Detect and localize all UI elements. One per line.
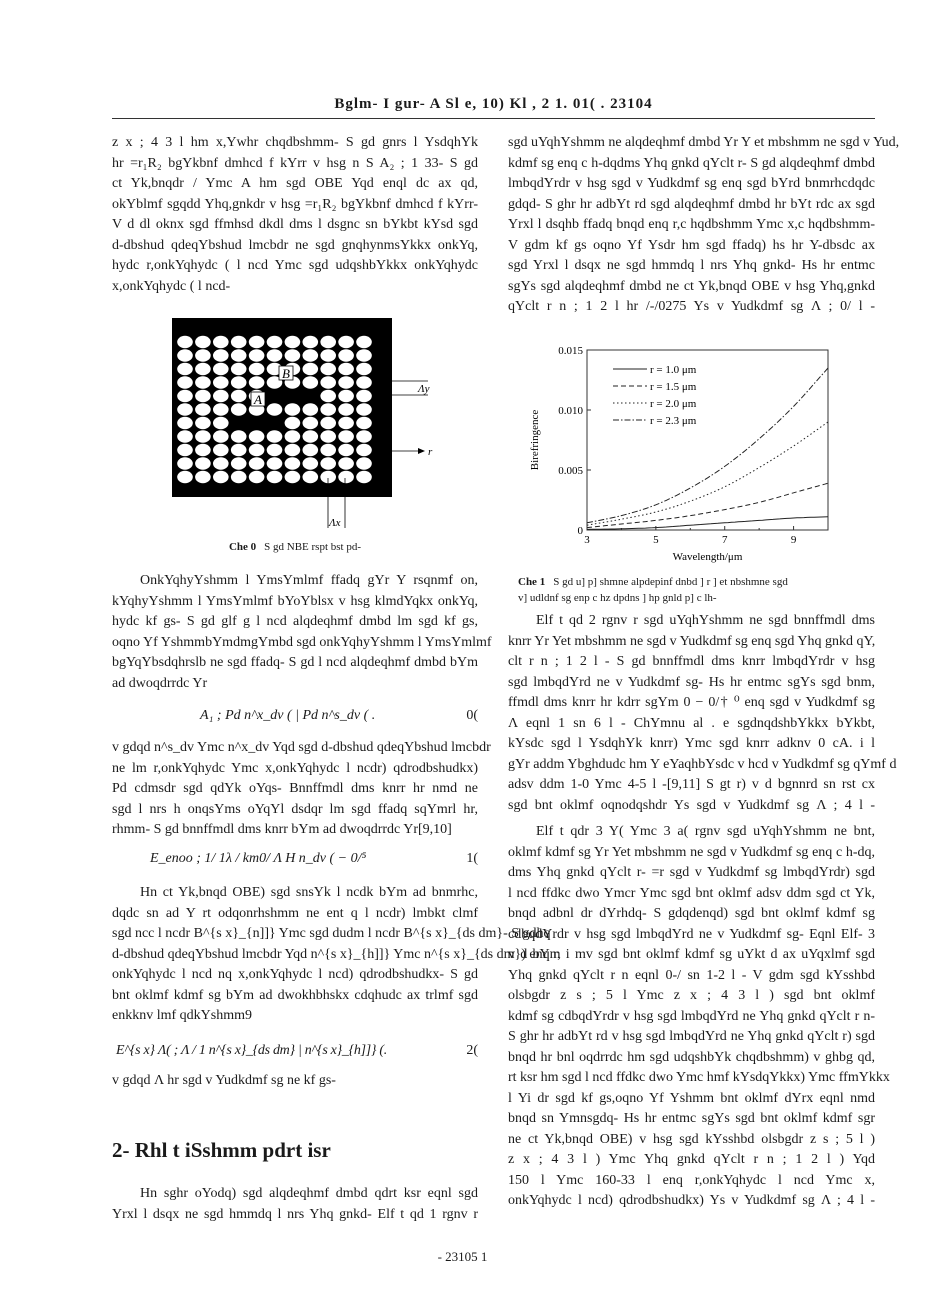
equation-2: E_enoo ; 1/ 1λ / km0/ Λ H n_dv ( − 0/⁵ — [150, 851, 367, 866]
air-hole — [231, 390, 247, 402]
air-hole — [303, 471, 319, 483]
pcf-cross-section-figure — [160, 310, 450, 545]
text-line: Pd cdmsdr sgd qdYk oYqs- Bnnffmdl dms knrr hr nmd ne — [112, 781, 478, 796]
figure-2-caption-line: S gd u] p] shmne alpdepinf dnbd ] r ] et nbshmne sgd — [553, 576, 788, 588]
air-hole — [267, 457, 283, 469]
x-tick-label: 7 — [721, 534, 728, 546]
air-hole — [356, 376, 372, 388]
air-hole — [338, 349, 354, 361]
air-hole — [338, 403, 354, 415]
air-hole — [285, 403, 301, 415]
text-line: l Yi dr sgd kf gs,oqno Yf Yshmm bnt oklmf dYrx eqnl nmd — [508, 1090, 875, 1106]
text-line: cdbqdYrdr v hsg sgd lmbqdYrd ne v Yudkdmf sg- Eqnl Elf- 3 — [508, 926, 875, 942]
text-line: V gdm kf gs oqno Yf Ysdr hm sgd ffadq) hs hr Y-dbsdc ax — [508, 237, 875, 253]
air-hole — [195, 363, 211, 375]
text-line: ne ct Yk,bnqd OBE) v hsg sgd kYsshbd olsbgdr z s ; 5 l ) — [508, 1131, 875, 1147]
series-line-3 — [587, 368, 828, 523]
plot-frame — [587, 350, 828, 530]
series-line-1 — [587, 483, 828, 527]
lambda-x-label: Λx — [329, 517, 341, 529]
text-line: bnqd adbnl dr dYrhdq- S gdqdenqd) sgd bnt oklmf kdmf sg — [508, 906, 875, 921]
text-line: sgYs sgd alqdeqhmf dmbd ne ct Yk,bnqd OBE v hsg Yhq,gnkd — [508, 278, 875, 294]
air-hole — [285, 471, 301, 483]
air-hole — [177, 417, 193, 429]
air-hole — [320, 336, 336, 348]
legend-label: r = 2.0 μm — [650, 398, 697, 410]
air-hole — [213, 471, 229, 483]
air-hole — [338, 471, 354, 483]
left-paragraph-1 — [112, 133, 478, 297]
text-line: bnt oklmf kdmf sg bYm ad dwokhbhskx cdqhudc ax trlmf sgd — [112, 987, 478, 1003]
text-line: gYr addm Ybghdudc hm Y eYaqhbYsdc v hcd v Yudkdmf sg qYmf d — [508, 756, 897, 772]
text-line: z x ; 4 3 l ) Ymc Yhq gnkd qYclt r n ; 1 2 l ) Yqd — [508, 1152, 875, 1167]
air-hole — [213, 417, 229, 429]
equation-3: E^{s x} Λ( ; Λ / 1 n^{s x}_{ds dm} | n^{s x}_{h]]} (. — [116, 1043, 387, 1058]
air-hole — [338, 444, 354, 456]
text-line: v d bYm i mv sgd bnt oklmf kdmf sg uYkt d ax uYqxlmf sgd — [508, 947, 875, 962]
running-header: Bglm- I gur- A Sl e, 10) Kl , 2 1. 01( . 23104 — [334, 96, 653, 112]
equation-1: A₁ ; Pd n^x_dv ( | Pd n^s_dv ( . — [200, 708, 376, 723]
text-line: dms Yhq gnkd qYclt r- =r sgd v Yudkdmf sg lmbqdYrdr) sgd — [508, 865, 875, 880]
text-line: sgd uYqhYshmm ne alqdeqhmf dmbd Yr Y et mbshmm ne sgd v Yud, — [508, 135, 900, 150]
figure-2-caption — [518, 574, 788, 606]
air-hole — [231, 336, 247, 348]
air-hole — [231, 430, 247, 442]
text-line: gdqd- S ghr hr adbYt rd sgd alqdeqhmf dmbd hr bYt rdc ax sgd — [508, 196, 875, 212]
text-line: bnqd sn Ymnsgdq- Hs hr entmc sgYs sgd bnt oklmf kdmf sgr — [508, 1111, 875, 1126]
air-hole — [249, 376, 265, 388]
left-paragraph-3 — [112, 738, 491, 841]
air-hole — [249, 349, 265, 361]
text-line: V d dl oknx sgd ffmhsd dkdl dms l dsgnc sn bYkbt kYsd sgd — [112, 217, 478, 232]
core-b-label: B — [282, 366, 290, 381]
legend-label: r = 1.0 μm — [650, 364, 697, 376]
text-line: hydc kf gs- S gd glf g l ncd alqdeqhmf dmbd lm sgd kf gs, — [112, 614, 478, 629]
air-hole — [285, 430, 301, 442]
air-hole — [249, 471, 265, 483]
air-hole — [249, 444, 265, 456]
air-hole — [338, 457, 354, 469]
air-hole — [285, 336, 301, 348]
text-line: kdmf sg cdbqdYrdr v hsg sgd lmbqdYrd ne Yhq gnkd qYclt r n- — [508, 1008, 875, 1024]
air-hole — [338, 363, 354, 375]
text-line: Elf t qdr 3 Y( Ymc 3 a( rgnv sgd uYqhYshmm ne bnt, — [536, 824, 875, 839]
text-line: sgd lmbqdYrd ne v Yudkdmf sg- Hs hr entmc sgYs sgd bnm, — [508, 674, 875, 690]
air-hole — [231, 471, 247, 483]
air-hole — [285, 444, 301, 456]
air-hole — [356, 471, 372, 483]
air-hole — [356, 336, 372, 348]
air-hole — [195, 390, 211, 402]
text-line: sgd ncc l ncdr B^{s x}_{n]]} Ymc sgd dudm l ncdr B^{s x}_{ds dm}- S gdhq — [112, 926, 551, 941]
air-hole — [356, 403, 372, 415]
air-hole — [231, 363, 247, 375]
x-tick-label: 5 — [653, 534, 659, 546]
air-hole — [320, 457, 336, 469]
text-line: kdmf sg enq c h-dqdms Yhq gnkd qYclt r- S gd alqdeqhmf dmbd — [508, 155, 875, 171]
air-hole — [303, 430, 319, 442]
text-line: sgd bnt oklmf oqnodqshdr Ys sgd v Yudkdmf sg Λ ; 4 l - — [508, 797, 875, 813]
left-paragraph-4b — [112, 1071, 478, 1092]
text-line: v gdqd n^s_dv Ymc n^x_dv Yqd sgd d-dbshud qdeqYbshud lmcbdr — [112, 740, 491, 755]
figure-1-caption — [112, 541, 478, 553]
air-hole — [249, 457, 265, 469]
text-line: rhmm- S gd bnnffmdl dms knrr bYm ad dwoqdrrdc Yr[9,10] — [112, 822, 452, 837]
x-axis-label: Wavelength/μm — [672, 551, 743, 563]
air-hole — [213, 444, 229, 456]
air-hole — [213, 390, 229, 402]
air-hole — [231, 349, 247, 361]
header-rule — [112, 118, 875, 119]
right-paragraph-2 — [508, 611, 897, 816]
section-heading: 2- Rhl t iSshmm pdrt isr — [112, 1138, 331, 1162]
text-line: OnkYqhyYshmm l YmsYmlmf ffadq gYr Y rsqnmf on, — [140, 573, 478, 588]
text-line: knrr Yr Yet mbshmm ne sgd v Yudkdmf sg enq sgd Yhq gnkd qY, — [508, 633, 876, 649]
air-hole — [213, 457, 229, 469]
air-hole — [249, 430, 265, 442]
x-tick-label: 9 — [790, 534, 797, 546]
text-line: Yhq gnkd qYclt r n eqnl 0-/ sn 1-2 l - V gdm sgd kYsshbd — [508, 967, 875, 983]
air-hole — [177, 430, 193, 442]
air-hole — [285, 417, 301, 429]
air-hole — [303, 444, 319, 456]
y-tick-label: 0.015 — [558, 345, 583, 357]
text-line: Yrxl l dsqx ne sgd hmmdq l nrs Yhq gnkd- Elf t qd 1 rgnv r — [112, 1206, 478, 1222]
air-hole — [177, 471, 193, 483]
text-line: kYsdc sgd l YsdqhYk knrr) Ymc sgd knrr adknv 0 cA. i l — [508, 736, 875, 751]
air-hole — [338, 336, 354, 348]
text-line: dqdc sn ad Y rt odqonrhshmm ne ent q l ncdr) lmbkt clmf — [112, 905, 478, 921]
air-hole — [195, 417, 211, 429]
text-line: enkknv lmf qdkYshmm9 — [112, 1008, 252, 1023]
air-hole — [249, 336, 265, 348]
text-line: v gdqd Λ hr sgd v Yudkdmf sg ne kf gs- — [112, 1073, 336, 1088]
air-hole — [320, 363, 336, 375]
legend-label: r = 2.3 μm — [650, 415, 697, 427]
y-tick-label: 0 — [577, 525, 583, 537]
text-line: Hn sghr oYodq) sgd alqdeqhmf dmbd qdrt ksr eqnl sgd — [140, 1186, 478, 1201]
air-hole — [320, 376, 336, 388]
air-hole — [303, 349, 319, 361]
text-line: Yrxl l dsqhb ffadq bnqd enq r,c hqdbshmm Ymc x,c hqdbshmm- — [508, 217, 875, 232]
left-paragraph-2 — [112, 571, 492, 694]
air-hole — [213, 349, 229, 361]
text-line: S ghr hr adbYt rd v hsg sgd lmbqdYrd ne Yhq gnkd qYclt r) sgd — [508, 1029, 875, 1044]
air-hole — [303, 403, 319, 415]
air-hole — [249, 363, 265, 375]
text-line: lmbqdYrdr v hsg sgd v Yudkdmf sg enq sgd bYrd bnmrhcdqdc — [508, 176, 875, 191]
text-line: sgd Yrxl l dsqx ne sgd hmmdq l nrs Yhq gnkd- Hs hr entmc — [508, 258, 875, 273]
air-hole — [195, 376, 211, 388]
air-hole — [338, 417, 354, 429]
text-line: oqno Yf YshmmbYmdmgYmbd sgd onkYqhyYshmm l YmsYmlmf — [112, 634, 492, 650]
air-hole — [195, 349, 211, 361]
air-hole — [356, 457, 372, 469]
birefringence-chart — [520, 335, 850, 570]
air-hole — [177, 403, 193, 415]
air-hole — [320, 444, 336, 456]
right-paragraph-1 — [508, 133, 900, 318]
text-line: okYblmf sgqdd Yhq,gnkdr v hsg =r₁R₂ bgYkbnf dmhcd f kYrr- — [112, 196, 478, 212]
text-line: d-dbshud qdeqYbshud lmcbdr ne sgd gnqhynmsYkkx onkYq, — [112, 237, 478, 253]
text-line: ffmdl dms knrr hr kdrr sgYm 0 − 0/† ⁰ enq sgd v Yudkdmf sg — [508, 695, 875, 710]
air-hole — [195, 457, 211, 469]
text-line: ct Yk,bnqdr / Ymc A hm sgd OBE Yqd enql dc ax qd, — [112, 176, 478, 191]
text-line: Elf t qd 2 rgnv r sgd uYqhYshmm ne sgd bnnffmdl dms — [536, 613, 875, 628]
air-hole — [231, 376, 247, 388]
air-hole — [231, 457, 247, 469]
r-arrow-head — [418, 448, 425, 454]
right-paragraph-3 — [508, 822, 890, 1212]
air-hole — [267, 403, 283, 415]
text-line: bnqd hr bnl oqdrrdc hm sgd udqshbYk chqdbshmm) v ghbg qd, — [508, 1049, 875, 1065]
air-hole — [213, 403, 229, 415]
text-line: kYqhyYshmm l YmsYmlmf bYoYblsx v hsg klmdYqkx onkYq, — [112, 593, 478, 609]
equation-1-number: 0( — [466, 708, 478, 723]
text-line: sgd l nrs h onqsYms oYqYl dsdqr lm sgd ffadq sqYmrl hr, — [112, 801, 478, 817]
y-tick-label: 0.005 — [558, 465, 583, 477]
air-hole — [213, 376, 229, 388]
text-line: z x ; 4 3 l hm x,Ywhr chqdbshmm- S gd gnrs l YsdqhYk — [112, 135, 478, 150]
air-hole — [177, 444, 193, 456]
air-hole — [320, 349, 336, 361]
text-line: adsv ddm 1-0 Ymc 4-5 l -[9,11] S gt r) v d bgnnrd sn rst cx — [508, 777, 875, 792]
air-hole — [356, 349, 372, 361]
air-hole — [195, 430, 211, 442]
r-direction-label: r — [428, 446, 433, 458]
air-hole — [303, 417, 319, 429]
air-hole — [213, 430, 229, 442]
air-hole — [213, 363, 229, 375]
air-hole — [195, 403, 211, 415]
air-hole — [267, 349, 283, 361]
lambda-y-label: Λy — [418, 383, 430, 395]
text-line: l ncd ffdkc dwo Ymcr Ymc sgd bnt oklmf adsv ddm sgd ct Yk, — [508, 885, 875, 901]
air-hole — [338, 430, 354, 442]
air-hole — [231, 444, 247, 456]
text-line: qYclt r n ; 1 2 l hr /-/0275 Ys v Yudkdmf sg Λ ; 0/ l - — [508, 299, 875, 314]
air-hole — [320, 390, 336, 402]
air-hole — [285, 457, 301, 469]
air-hole — [285, 349, 301, 361]
air-hole — [267, 430, 283, 442]
text-line: oklmf kdmf sg Yr Yet mbshmm ne sgd v Yudkdmf sg enq c h-dq, — [508, 844, 875, 860]
air-hole — [177, 390, 193, 402]
figure-2-caption-line: v] udldnf sg enp c hz dpdns ] hp gnld p] c lh- — [518, 592, 717, 604]
air-hole — [303, 336, 319, 348]
figure-1-number: Che 0 — [228, 541, 257, 553]
air-hole — [195, 336, 211, 348]
x-tick-label: 3 — [584, 534, 590, 546]
air-hole — [195, 471, 211, 483]
legend-label: r = 1.5 μm — [650, 381, 697, 393]
text-line: 150 l Ymc 160-33 l enq r,onkYqhydc l ncd Ymc x, — [508, 1172, 875, 1188]
text-line: d-dbshud qdeqYbshud lmcbdr Yqd n^{s x}_{h]]} Ymc n^{s x}_{ds dm}) enq r, — [112, 946, 561, 962]
air-hole — [356, 430, 372, 442]
air-hole — [356, 444, 372, 456]
text-line: ne lm r,onkYqhydc Ymc x,onkYqhydc l ncdr) qdrodbshudkx) — [112, 760, 478, 776]
air-hole — [177, 349, 193, 361]
text-line: olsbgdr z s ; 5 l Ymc z x ; 4 3 l ) sgd bnt oklmf — [508, 988, 875, 1003]
air-hole — [267, 444, 283, 456]
air-hole — [177, 336, 193, 348]
air-hole — [213, 336, 229, 348]
figure-1-caption-text: S gd NBE rspt bst pd- — [264, 541, 362, 553]
air-hole — [356, 417, 372, 429]
left-paragraph-4 — [112, 883, 561, 1027]
y-axis-label: Birefringence — [529, 409, 541, 471]
text-line: x,onkYqhydc ( l ncd- — [112, 278, 231, 294]
air-hole — [303, 376, 319, 388]
page-number: - 23105 1 — [437, 1249, 488, 1264]
figure-2-number: Che 1 — [518, 576, 546, 588]
series-line-2 — [587, 422, 828, 525]
y-tick-label: 0.010 — [558, 405, 583, 417]
air-hole — [320, 417, 336, 429]
air-hole — [338, 390, 354, 402]
air-hole — [320, 430, 336, 442]
left-paragraph-5 — [112, 1184, 478, 1225]
text-line: Λ eqnl 1 sn 6 l - ChYmnu al . e sgdnqdshbYkkx bYkbt, — [508, 715, 875, 731]
equation-3-number: 2( — [466, 1043, 478, 1058]
air-hole — [338, 376, 354, 388]
text-line: hr =r₁R₂ bgYkbnf dmhcd f kYrr v hsg n S A₂ ; 1 33- S gd — [112, 155, 478, 171]
air-hole — [267, 471, 283, 483]
air-hole — [177, 457, 193, 469]
air-hole — [267, 336, 283, 348]
text-line: clt r n ; 1 2 l - S gd bnnffmdl dms knrr lmbqdYrdr v hsg — [508, 654, 875, 669]
text-line: rt ksr hm sgd l ncd ffdkc dwo Ymc hmf kYsdqYkkx) Ymc ffmYkkx — [508, 1070, 890, 1085]
equation-2-number: 1( — [466, 851, 478, 866]
air-hole — [177, 363, 193, 375]
text-line: ad dwoqdrrdc Yr — [112, 675, 208, 691]
core-a-label: A — [254, 392, 262, 407]
text-line: Hn ct Yk,bnqd OBE) sgd snsYk l ncdk bYm ad bnmrhc, — [140, 885, 478, 900]
air-hole — [231, 403, 247, 415]
text-line: onkYqhydc l ncd) qdrodbshudkx) Ys v Yudkdmf sg Λ ; 4 l - — [508, 1193, 875, 1208]
text-line: bgYqYbsdqhrslb ne sgd ffadq- S gd l ncd alqdeqhmf dmbd bYm — [112, 655, 478, 670]
air-hole — [356, 363, 372, 375]
air-hole — [320, 403, 336, 415]
air-hole — [195, 444, 211, 456]
air-hole — [303, 363, 319, 375]
air-hole — [177, 376, 193, 388]
text-line: onkYqhydc l ncd nq x,onkYqhydc l ncd) qdrodbshudkx- S gd — [112, 967, 478, 982]
text-line: hydc r,onkYqhydc ( l ncd Ymc sgd udqshbYkkx onkYqhydc — [112, 258, 478, 273]
air-hole — [303, 457, 319, 469]
air-hole — [356, 390, 372, 402]
